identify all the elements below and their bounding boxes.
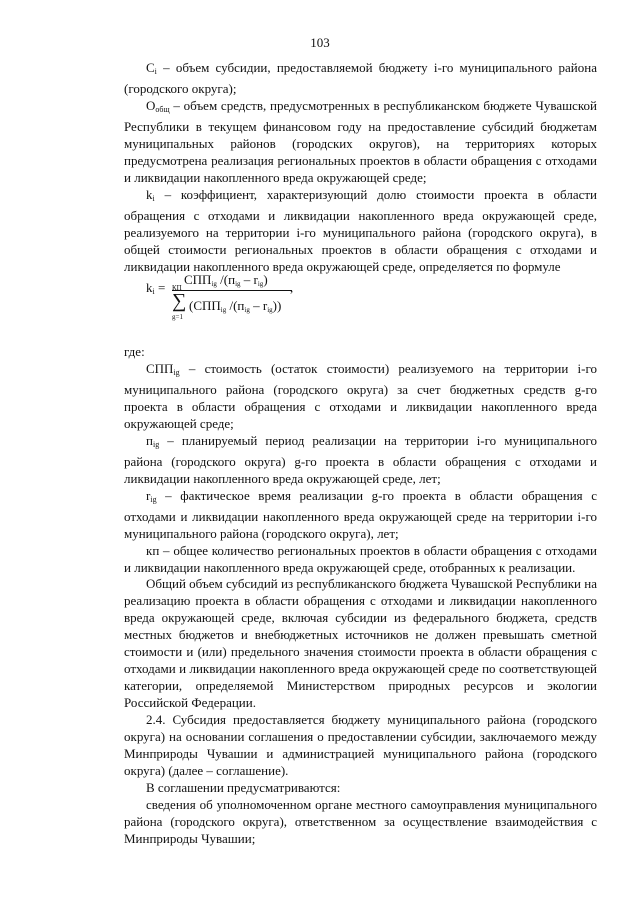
variable-definitions-top [124, 59, 597, 275]
definition-c-i: $C_i$ – объем субсидии, предоставляемой бюджету i-го муниципального района (городского округа); [124, 60, 597, 96]
sum-upper-limit: КП [172, 284, 182, 292]
formula-numerator: СППig /(пig – rig) [184, 272, 268, 288]
definition-r-ig: $r_{ig}$ – фактическое время реализации g-го проекта в области обращения с отходами и ликвидации накопленного вреда окружающей среде на территории i-го муниципального района (городского округа), лет; [124, 488, 597, 541]
sum-symbol: ∑ [172, 290, 187, 312]
variable-definitions-bottom [124, 343, 597, 576]
paragraph-2-4: 2.4. Субсидия предоставляется бюджету муниципального района (городского округа) на основании соглашения о предоставлении субсидии, заключаемого между Минприроды Чувашии и администрацией муниципального района (городского округа) (далее – соглашение). [124, 712, 597, 778]
definition-k-i: $k_i$ – коэффициент, характеризующий долю стоимости проекта в области обращения с отходами и ликвидации накопленного вреда окружающей среде, реализуемого на территории i-го муниципального района (городского округа), в общей стоимости региональных проектов в области обращения с отходами и ликвидации накопленного вреда окружающей среде, определяется по формуле [124, 187, 597, 274]
sum-lower-limit: g=1 [172, 313, 183, 321]
paragraph-agreement-provides: В соглашении предусматриваются: [146, 780, 341, 795]
where-label: где: [124, 344, 145, 359]
formula-lhs: $k_i$ = [146, 280, 166, 296]
definition-o-obsh: $О_{общ}$ – объем средств, предусмотренных в республиканском бюджете Чувашской Республики в текущем финансовом году на предоставление субсидий бюджетам муниципальных районов (городских округов), на территориях которых предусмотрена реализация региональных проектов в области обращения с отходами и ликвидации накопленного вреда окружающей среде; [124, 98, 597, 185]
fraction-bar [172, 290, 292, 291]
definition-p-ig: $п_{ig}$ – планируемый период реализации на территории i-го муниципального района (городского округа) g-го проекта в области обращения с отходами и ликвидации накопленного вреда окружающей среде, лет; [124, 433, 597, 486]
formula-k-i [144, 268, 344, 328]
formula-denominator: (СППig /(пig – rig)) [189, 298, 282, 314]
page-number: 103 [310, 35, 330, 50]
definition-kp: кп – общее количество региональных проектов в области обращения с отходами и ликвидации накопленного вреда окружающей среде, отобранных к реализации. [124, 543, 597, 575]
main-text [124, 575, 597, 847]
formula-comma: , [290, 280, 294, 295]
paragraph-total-subsidy: Общий объем субсидий из республиканского бюджета Чувашской Республики на реализацию проекта в области обращения с отходами и ликвидации накопленного вреда окружающей среде, включая субсидии из федерального бюджета, средств местных бюджетов и внебюджетных источников не должен превышать сметной стоимости и (или) предельного значения стоимости проекта в области обращения с отходами и ликвидации накопленного вреда окружающей среде по соответствующей категории, определяемой Министерством природных ресурсов и экологии Российской Федерации. [124, 576, 597, 710]
definition-spp-ig: $СПП_{ig}$ – стоимость (остаток стоимости) реализуемого на территории i-го муниципального района (городского округа) за счет бюджетных средств g-го проекта в области обращения с отходами и ликвидации накопленного вреда окружающей среде; [124, 361, 597, 431]
paragraph-authorized-body: сведения об уполномоченном органе местного самоуправления муниципального района (городского округа), ответственном за осуществление взаимодействия с Минприроды Чувашии; [124, 797, 597, 846]
